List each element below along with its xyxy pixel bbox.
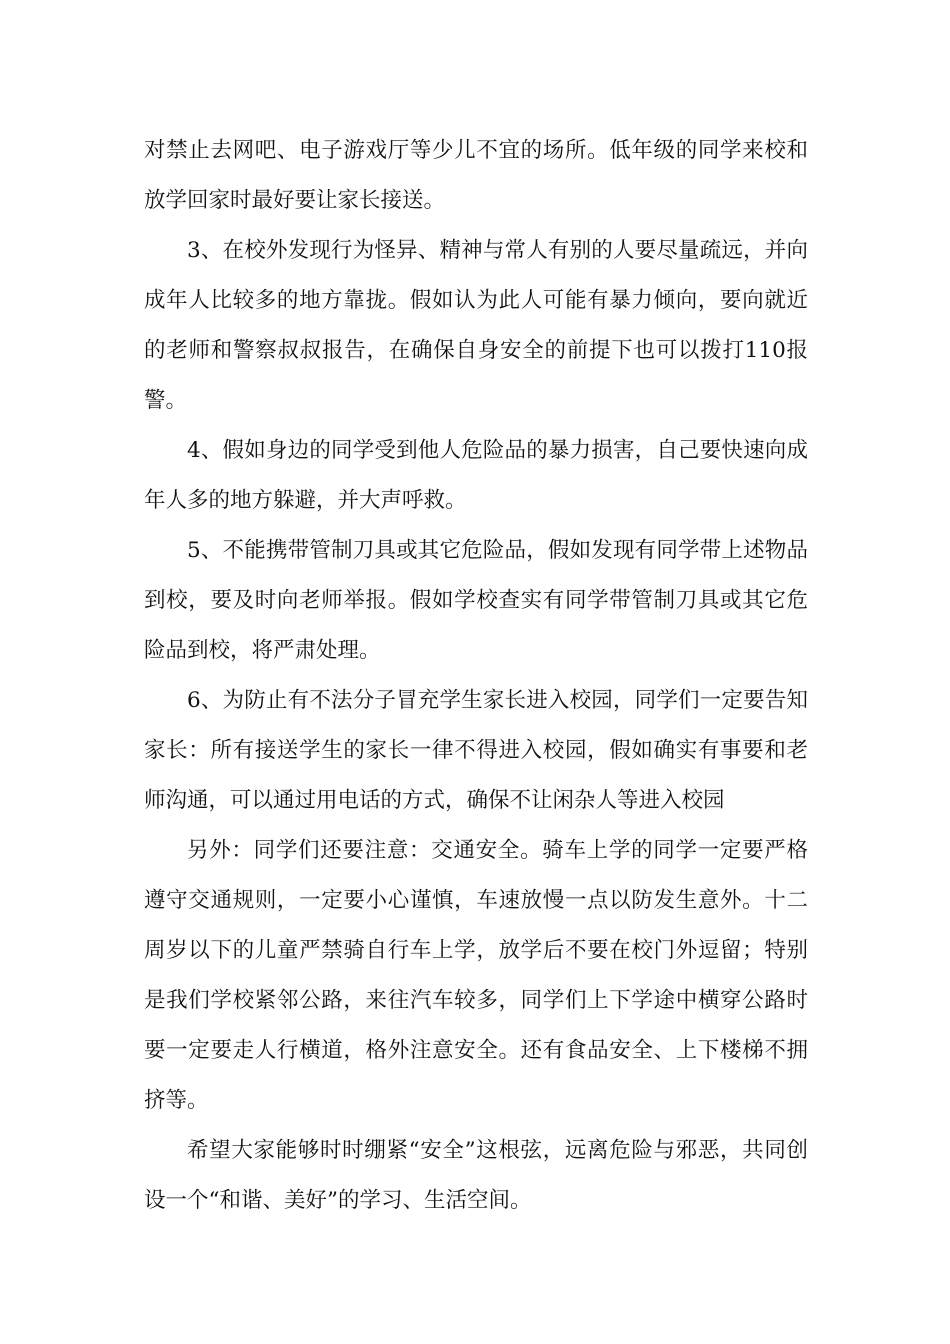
- paragraph-traffic-safety: 另外：同学们还要注意：交通安全。骑车上学的同学一定要严格遵守交通规则，一定要小心谨慎，车速放慢一点以防发生意外。十二周岁以下的儿童严禁骑自行车上学，放学后不要在校门外逗留；特别是我们学校紧邻公路，来往汽车较多，同学们上下学途中横穿公路时要一定要走人行横道，格外注意安全。还有食品安全、上下楼梯不拥挤等。: [144, 838, 808, 1113]
- paragraph-item-5: 5、不能携带管制刀具或其它危险品，假如发现有同学带上述物品到校，要及时向老师举报。假如学校查实有同学带管制刀具或其它危险品到校，将严肃处理。: [144, 538, 808, 663]
- paragraph-continuation: 对禁止去网吧、电子游戏厅等少儿不宜的场所。低年级的同学来校和放学回家时最好要让家长接送。: [144, 138, 808, 213]
- document-body: [144, 126, 808, 1226]
- paragraph-closing: 希望大家能够时时绷紧“安全”这根弦，远离危险与邪恶，共同创设一个“和谐、美好”的学习、生活空间。: [144, 1138, 808, 1213]
- paragraph-item-3: 3、在校外发现行为怪异、精神与常人有别的人要尽量疏远，并向成年人比较多的地方靠拢。假如认为此人可能有暴力倾向，要向就近的老师和警察叔叔报告，在确保自身安全的前提下也可以拨打110报警。: [144, 238, 808, 413]
- paragraph-item-6: 6、为防止有不法分子冒充学生家长进入校园，同学们一定要告知家长：所有接送学生的家长一律不得进入校园，假如确实有事要和老师沟通，可以通过用电话的方式，确保不让闲杂人等进入校园: [144, 688, 808, 813]
- paragraph-item-4: 4、假如身边的同学受到他人危险品的暴力损害，自己要快速向成年人多的地方躲避，并大声呼救。: [144, 438, 808, 513]
